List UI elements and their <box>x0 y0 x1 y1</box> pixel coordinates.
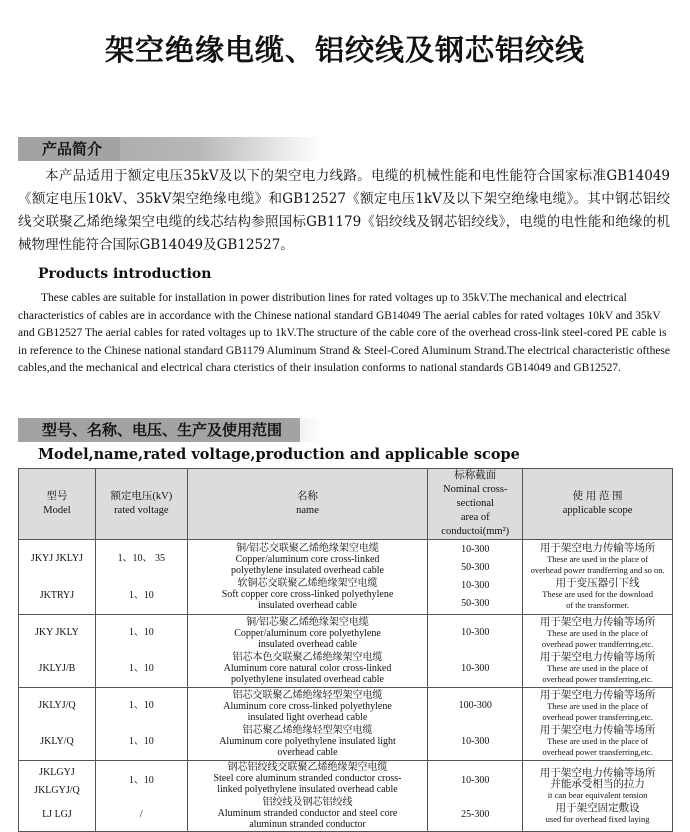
product-table <box>18 468 673 832</box>
name-cell: 钢芯铝绞线交联聚乙烯绝缘架空电缆 Steel core aluminum stranded conductor cross- linked polyethylene insulated overhead cable 铝绞线及钢芯铝绞线 Aluminum stranded conductor and steel core aluminun stranded conductor <box>187 761 428 832</box>
table-header-row <box>19 469 673 540</box>
model-cell: JKLYJ/Q JKLY/Q <box>19 688 96 761</box>
model-cell: JKY JKLY JKLYJ/B <box>19 615 96 688</box>
name-cell: 铜/铝芯交联聚乙烯绝缘架空电缆 Copper/aluminum core cross-linked polyethylene insulated overhead cable 软铜芯交联聚乙烯绝缘架空电缆 Soft copper core cross-linked polyethylene insulated overhead cable <box>187 540 428 615</box>
intro-en-paragraph: These cables are suitable for installation in power distribution lines for rated voltages up to 35kV.The mechanical and electrical characteristics of cables are in accordance with the Chinese national standard GB14049 The aerial cables for rated voltages 10kV and 35kV and GB12527 The aerial cables for rated voltages up to 1kV.The structure of the cable core of the overhead cross-link steel-cored PE cable is in reference to the Chinese national standard GB1179 Aluminum Strand & Steel-Cored Aluminum Strand.The electrical characteristic ofthese cables,and the mechanical and electrical chara cteristics of their insulation conforms to national standards GB14049 and GB12527. <box>18 292 671 374</box>
model-cell: JKLGYJ JKLGYJ/Q LJ LGJ <box>19 761 96 832</box>
models-en-heading: Model,name,rated voltage,production and applicable scope <box>38 446 520 463</box>
voltage-cell: 1、10 / <box>95 761 187 832</box>
header-voltage: 额定电压(kV) rated voltage <box>95 469 187 540</box>
page-title: 架空绝缘电缆、铝绞线及钢芯铝绞线 <box>104 33 585 67</box>
intro-cn-paragraph: 本产品适用于额定电压35kV及以下的架空电力线路。电缆的机械性能和电性能符合国家标准GB14049《额定电压10kV、35kV架空绝缘电缆》和GB12527《额定电压1kV及以下架空绝缘电缆》。其中钢芯铝绞线交联聚乙烯绝缘架空电缆的线芯结构参照国标GB1179《铝绞线及钢芯铝绞线》，电缆的电性能和绝缘的机械物理性能符合国际GB14049及GB12527。 <box>18 168 670 253</box>
header-area: 标称截面 Nominal cross-sectional area of conductoi(mm²) <box>428 469 523 540</box>
voltage-cell: 1、10 1、10 <box>95 615 187 688</box>
scope-cell: 用于架空电力传输等场所 These are used in the place of overhead power transferring,etc. 用于架空电力传输等场所 These are used in the place of overhead power transferring,etc. <box>523 688 673 761</box>
section-label: 型号、名称、电压、生产及使用范围 <box>18 418 300 442</box>
scope-cell: 用于架空电力传输等场所 并能承受相当的拉力 it can bear equivalent tension 用于架空固定敷设 used for overhead fixed laying <box>523 761 673 832</box>
intro-en-heading: Products introduction <box>38 266 212 282</box>
name-cell: 铝芯交联聚乙烯绝缘轻型架空电缆 Aluminum core cross-linked polyethylene insulated light overhead cable 铝芯聚乙烯绝缘轻型架空电缆 Aluminum core polyethylene insulated light overhead cable <box>187 688 428 761</box>
name-cell: 铜/铝芯聚乙烯绝缘架空电缆 Copper/aluminum core polyethylene insulated overhead cable 铝芯本色交联聚乙烯绝缘架空电缆 Aluminum core natural color cross-linked polyethylene insulated overhead cable <box>187 615 428 688</box>
header-name: 名称 name <box>187 469 428 540</box>
area-cell: 10-300 50-300 10-300 50-300 <box>428 540 523 615</box>
voltage-cell: 1、10、 35 1、10 <box>95 540 187 615</box>
area-cell: 10-300 10-300 <box>428 615 523 688</box>
header-model: 型号 Model <box>19 469 96 540</box>
table-row <box>19 540 673 615</box>
table-row <box>19 688 673 761</box>
section-label: 产品简介 <box>18 137 120 161</box>
model-cell: JKYJ JKLYJ JKTRYJ <box>19 540 96 615</box>
section-header-models <box>18 418 323 442</box>
scope-cell: 用于架空电力传输等场所 These are used in the place of overhead power trandferring and so on. 用于变压器引下线 These are used for the download of the transformer. <box>523 540 673 615</box>
voltage-cell: 1、10 1、10 <box>95 688 187 761</box>
table-row <box>19 615 673 688</box>
table-row <box>19 761 673 832</box>
scope-cell: 用于架空电力传输等场所 These are used in the place of overhead power trandferring,etc. 用于架空电力传输等场所 These are used in the place of overhead power transferring,etc. <box>523 615 673 688</box>
area-cell: 10-300 25-300 <box>428 761 523 832</box>
area-cell: 100-300 10-300 <box>428 688 523 761</box>
header-scope: 使 用 范 围 applicable scope <box>523 469 673 540</box>
section-header-intro <box>18 137 323 161</box>
